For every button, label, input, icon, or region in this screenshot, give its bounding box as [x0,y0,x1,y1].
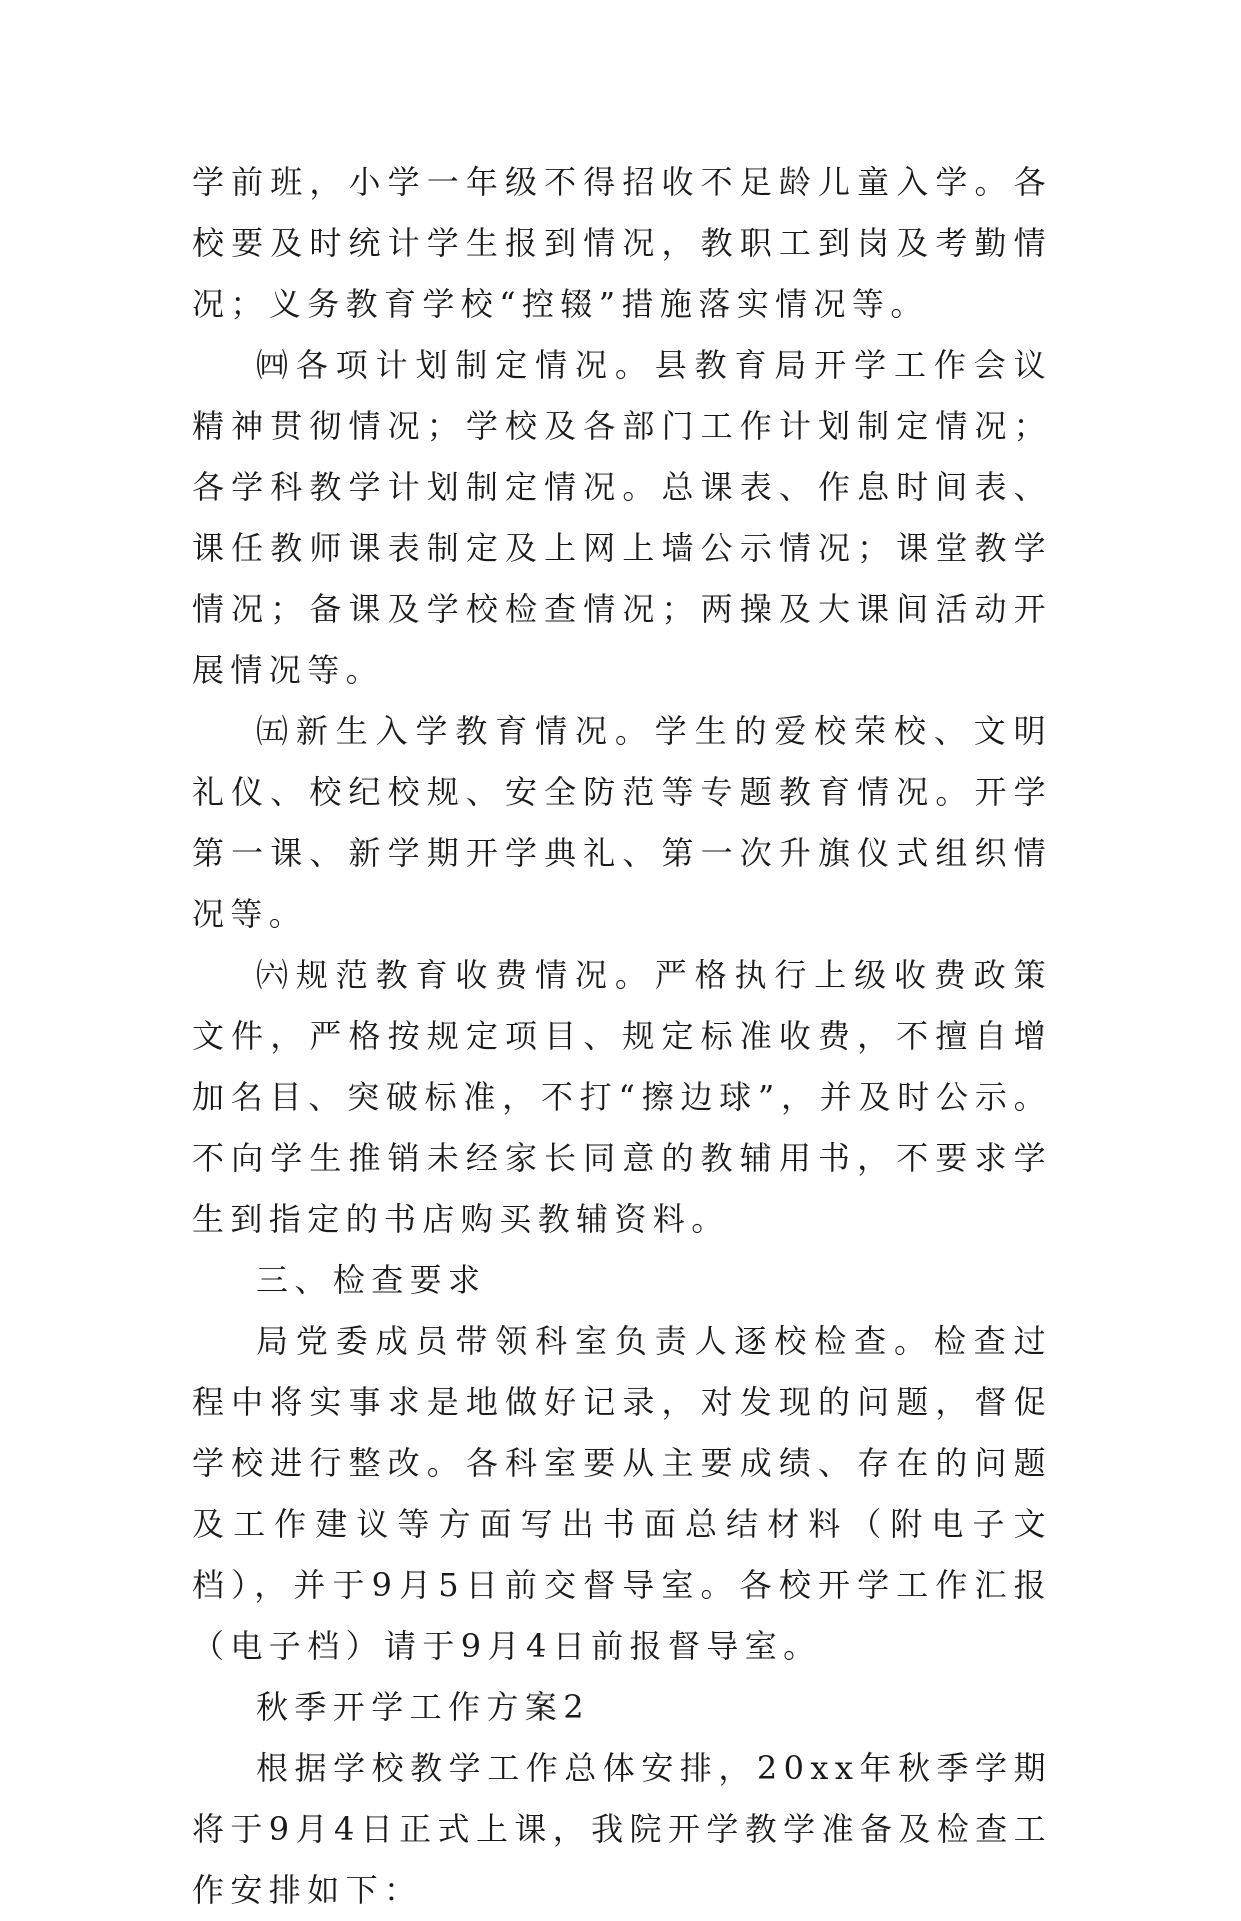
paragraph-inspection-details: 局党委成员带领科室负责人逐校检查。检查过程中将实事求是地做好记录，对发现的问题，督促学校进行整改。各科室要从主要成绩、存在的问题及工作建议等方面写出书面总结材料（附电子文档），并于9月5日前交督导室。各校开学工作汇报（电子档）请于9月4日前报督导室。 [192,1322,1052,1665]
paragraph-plan-formulation: ㈣各项计划制定情况。县教育局开学工作会议精神贯彻情况；学校及各部门工作计划制定情况；各学科教学计划制定情况。总课表、作息时间表、课任教师课表制定及上网上墙公示情况；课堂教学情况；备课及学校检查情况；两操及大课间活动开展情况等。 [192,346,1052,689]
plan-title: 秋季开学工作方案2 [256,1688,590,1726]
section-heading-inspection-requirements: 三、检查要求 [256,1261,487,1299]
document-body [192,152,1052,1921]
paragraph-fee-regulation: ㈥规范教育收费情况。严格执行上级收费政策文件，严格按规定项目、规定标准收费，不擅自增加名目、突破标准，不打“擦边球”，并及时公示。不向学生推销未经家长同意的教辅用书，不要求学生到指定的书店购买教辅资料。 [192,956,1052,1238]
paragraph-continuation: 学前班，小学一年级不得招收不足龄儿童入学。各校要及时统计学生报到情况，教职工到岗及考勤情况；义务教育学校“控辍”措施落实情况等。 [192,163,1052,323]
paragraph-plan-intro: 根据学校教学工作总体安排，20xx年秋季学期将于9月4日正式上课，我院开学教学准备及检查工作安排如下： [192,1749,1052,1909]
paragraph-new-student-education: ㈤新生入学教育情况。学生的爱校荣校、文明礼仪、校纪校规、安全防范等专题教育情况。开学第一课、新学期开学典礼、第一次升旗仪式组织情况等。 [192,712,1052,933]
